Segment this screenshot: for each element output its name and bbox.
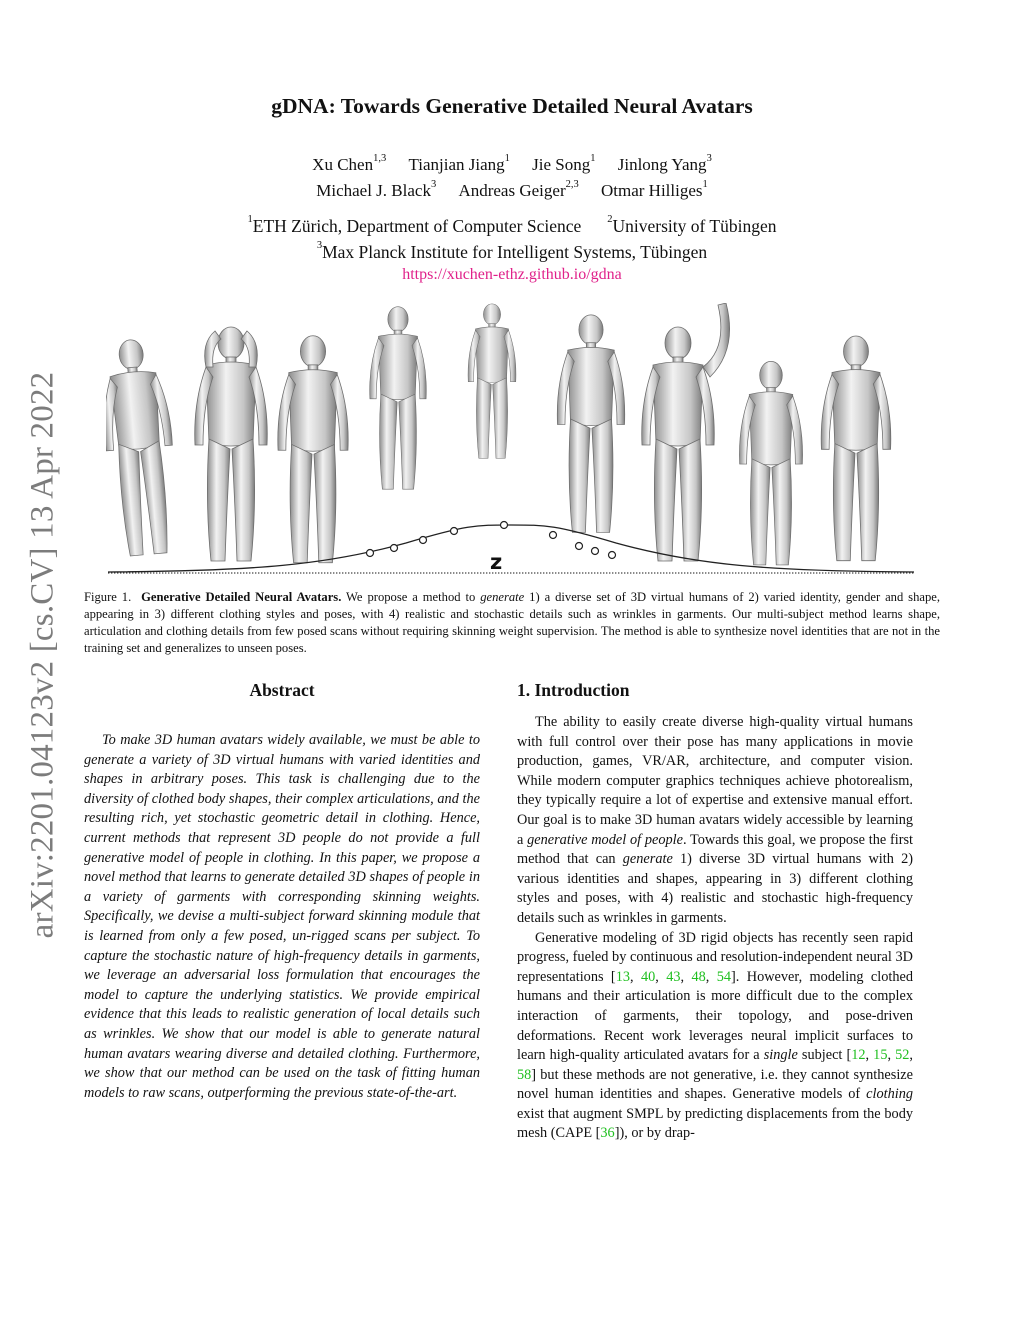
latent-point	[420, 537, 427, 544]
citation-link[interactable]: 12	[851, 1047, 866, 1064]
abstract-heading: Abstract	[249, 680, 315, 700]
citation-link[interactable]: 15	[873, 1047, 888, 1064]
latent-point	[592, 548, 599, 555]
avatar-9	[821, 336, 891, 561]
paper-title: gDNA: Towards Generative Detailed Neural Avatars	[271, 94, 753, 118]
author: Jinlong Yang$^3$	[617, 153, 712, 174]
citation-link[interactable]: 13	[615, 968, 630, 985]
author: Michael J. Black$^3$	[316, 179, 437, 200]
citation-link[interactable]: 58	[517, 1066, 532, 1083]
author: Andreas Geiger$^{2,3}$	[458, 179, 579, 200]
teaser-figure	[106, 303, 916, 583]
citation-link[interactable]: 36	[600, 1125, 615, 1142]
latent-point	[550, 532, 557, 539]
avatar-6	[557, 315, 624, 533]
avatar-1	[106, 337, 182, 557]
avatar-3	[278, 336, 348, 563]
latent-point	[609, 552, 616, 559]
citation-link[interactable]: 54	[716, 968, 732, 985]
latent-point	[576, 543, 583, 550]
latent-curve	[108, 525, 914, 572]
author: Jie Song$^1$	[532, 153, 596, 174]
avatar-7	[642, 303, 730, 561]
latent-point	[367, 550, 374, 557]
author-row-1	[0, 155, 1024, 175]
avatar-8	[739, 361, 802, 565]
latent-label: z	[490, 550, 503, 574]
project-url-link[interactable]: https://xuchen-ethz.github.io/gdna	[402, 266, 622, 283]
affiliation-row-2: $^3$Max Planck Institute for Intelligent Systems, Tübingen	[316, 240, 708, 262]
abstract-body: To make 3D human avatars widely available, we must be able to generate a variety of 3D virtual humans with varied identities and shapes in arbitrary poses. This task is challenging due to the diversity of clothed body shapes, their complex articulations, and the resulting rich, yet stochastic geometric detail in clothing. Hence, current methods that represent 3D people do not provide a full generative model of people in clothing. In this paper, we propose a novel method that learns to generate detailed 3D shapes of people in a variety of garments with corresponding skinning weights. Specifically, we devise a multi-subject forward skinning module that is learned from only a few posed, un-rigged scans per subject. To capture the stochastic nature of high-frequency details in garments, we leverage an adversarial loss formulation that encourages the model to capture the underlying statistics. We provide empirical evidence that this leads to realistic generation of local details such as wrinkles. We show that our model is able to generate natural human avatars wearing diverse and detailed clothing. Furthermore, we show that our method can be used on the task of fitting human models to raw scans, outperforming the previous state-of-the-art.	[84, 732, 480, 1101]
avatar-5	[468, 304, 516, 458]
citation-link[interactable]: 43	[666, 968, 681, 985]
intro-paragraph-2: Generative modeling of 3D rigid objects has recently seen rapid progress, fueled by continuous and resolution-independent neural 3D representations [13, 40, 43, 48, 54]. However, modeling clothed humans and their articulation is more difficult due to the complex interaction of garments, their topology, and pose-driven deformations. Recent work leverages neural implicit surfaces to learn high-quality articulated avatars for a single subject [12, 15, 52, 58] but these methods are not generative, i.e. they cannot synthesize novel human identities and shapes. Generative models of clothing exist that augment SMPL by predicting displacements from the body mesh (CAPE [36]), or by drap-	[517, 929, 914, 1142]
intro-paragraph-1: The ability to easily create diverse high-quality virtual humans with full control over their pose has many applications in movie production, games, VR/AR, architecture, and computer vision. While modern computer graphics techniques achieve photorealism, they typically require a lot of expertise and extensive manual effort. Our goal is to make 3D human avatars widely accessible by learning a generative model of people. Towards this goal, we propose the first method that can generate 1) diverse 3D virtual humans with 2) various identities and shapes, appearing in 3) different clothing styles and poses, with 4) realistic and stochastic high-frequency details such as wrinkles in garments.	[517, 714, 913, 926]
avatar-2	[195, 327, 268, 561]
introduction-body	[517, 713, 913, 1144]
citation-link[interactable]: 40	[640, 968, 656, 985]
author-row-2	[0, 181, 1024, 201]
latent-point	[501, 522, 508, 529]
latent-point	[391, 545, 398, 552]
citation-link[interactable]: 48	[691, 968, 706, 985]
citation-link[interactable]: 52	[895, 1047, 910, 1064]
arxiv-watermark: arXiv:2201.04123v2 [cs.CV] 13 Apr 2022	[24, 371, 61, 939]
author: Tianjian Jiang$^1$	[408, 153, 510, 174]
author: Xu Chen$^{1,3}$	[312, 153, 387, 174]
introduction-heading: 1. Introduction	[517, 680, 630, 700]
avatar-4	[370, 307, 427, 490]
latent-point	[451, 528, 458, 535]
author: Otmar Hilliges$^1$	[600, 179, 708, 200]
affiliation-row-1: $^1$ETH Zürich, Department of Computer Science $^2$University of Tübingen	[247, 214, 777, 236]
figure-caption: Figure 1. Generative Detailed Neural Avatars. We propose a method to generate 1) a diverse set of 3D virtual humans of 2) varied identity, gender and shape, appearing in 3) different clothing styles and poses, with 4) realistic and stochastic details such as wrinkles in garments. Our multi-subject method learns shape, articulation and clothing details from few posed scans without requiring skinning weight supervision. The method is able to synthesize novel identities that are not in the training set and generalizes to unseen poses.	[84, 590, 941, 655]
